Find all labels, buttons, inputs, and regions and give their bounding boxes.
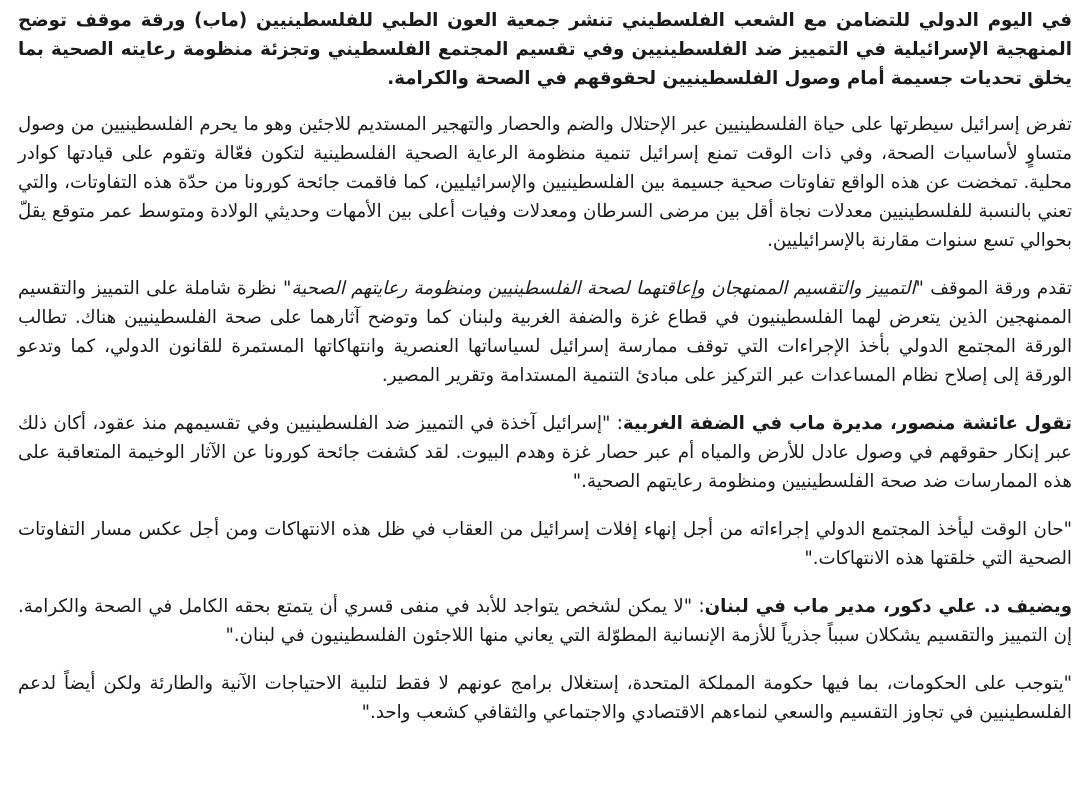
paragraph-quote-continuation: "حان الوقت ليأخذ المجتمع الدولي إجراءاته من أجل إنهاء إفلات إسرائيل من العقاب في ظل هذه الانتهاكات ومن أجل عكس مسار التفاوتات الصحية التي خلقتها هذه الانتهاكات." bbox=[18, 519, 1072, 569]
paragraph-closing-quote: "يتوجب على الحكومات، بما فيها حكومة المملكة المتحدة، إستغلال برامج عونهم لا فقط لتلبية الاحتياجات الآنية والطارئة ولكن أيضاً لدعم الفلسطينيين في تجاوز التقسيم والسعي لنماءهم الاقتصادي والاجتماعي والثقافي كشعب واحد." bbox=[18, 673, 1072, 723]
headline-paragraph: في اليوم الدولي للتضامن مع الشعب الفلسطيني تنشر جمعية العون الطبي للفلسطينيين (ماب) ورقة موقف توضح المنهجية الإسرائيلية في التمييز ضد الفلسطينيين وفي تقسيم المجتمع الفلسطيني وتجزئة منظومة رعايته الصحية بما يخلق تحديات جسيمة أمام وصول الفلسطينيين لحقوقهم في الصحة والكرامة. bbox=[18, 10, 1072, 89]
paper-title: "التمييز والتقسيم الممنهجان وإعاقتهما لصحة الفلسطينيين ومنظومة رعايتهم الصحية" bbox=[283, 278, 924, 299]
paragraph-context: تفرض إسرائيل سيطرتها على حياة الفلسطينيين عبر الإحتلال والضم والحصار والتهجير المستديم للاجئين وهو ما يحرم الفلسطينيين من وصول متساوٍ لأساسيات الصحة، وفي ذات الوقت تمنع إسرائيل تنمية منظومة الرعاية الصحية الفلسطينية لتكون فعّالة وتقوم على قيادتها كوادر محلية. تمخضت عن هذه الواقع تفاوتات صحية جسيمة بين الفلسطينيين والإسرائيليين، كما فاقمت جائحة كورونا من حدّة هذه التفاوتات، والتي تعني بالنسبة للفلسطينيين معدلات نجاة أقل بين مرضى السرطان ومعدلات وفيات أعلى بين الأمهات وحديثي الولادة ومتوسط عمر متوقع يقلّ بحوالي تسع سنوات مقارنة بالإسرائيليين. bbox=[18, 114, 1072, 251]
quote-speaker-west-bank: تقول عائشة منصور، مديرة ماب في الضفة الغربية bbox=[622, 413, 1072, 434]
paper-description-text: نظرة شاملة على التمييز والتقسيم الممنهجين الذين يتعرض لهما الفلسطينيون في قطاع غزة والضفة الغربية ولبنان كما وتوضح آثارهما على صحة الفلسطينيين هناك. تطالب الورقة المجتمع الدولي بأخذ الإجراءات التي توقف ممارسة إسرائيل لسياساتها العنصرية وانتهاكاتها المستمرة للقانون الدولي، كما وتدعو الورقة إلى إصلاح نظام المساعدات عبر التركيز على مبادئ التنمية المستدامة وتقرير المصير. bbox=[18, 278, 1072, 386]
paragraph-quote-lebanon bbox=[18, 592, 1072, 650]
quote-text-lebanon: : "لا يمكن لشخص يتواجد للأبد في منفى قسري أن يتمتع بحقه الكامل في الصحة والكرامة. إن التمييز والتقسيم يشكلان سبباً جذرياً للأزمة الإنسانية المطوّلة التي يعاني منها اللاجئون الفلسطينيون في لبنان." bbox=[18, 596, 1072, 646]
quote-speaker-lebanon: ويضيف د. علي دكور، مدير ماب في لبنان bbox=[704, 596, 1072, 617]
paragraph-quote-west-bank bbox=[18, 409, 1072, 496]
paper-intro-text: تقدم ورقة الموقف bbox=[923, 278, 1073, 299]
quote-text-west-bank: : "إسرائيل آخذة في التمييز ضد الفلسطينيين وفي تقسيمهم منذ عقود، أكان ذلك عبر إنكار حقوقهم في وصول عادل للأرض والمياه أم عبر حصار غزة وهدم البيوت. لقد كشفت جائحة كورونا عن الآثار الوخيمة المتعاقبة على هذه الممارسات ضد صحة الفلسطينيين ومنظومة رعايتهم الصحية." bbox=[18, 413, 1072, 492]
paragraph-position-paper bbox=[18, 274, 1072, 390]
